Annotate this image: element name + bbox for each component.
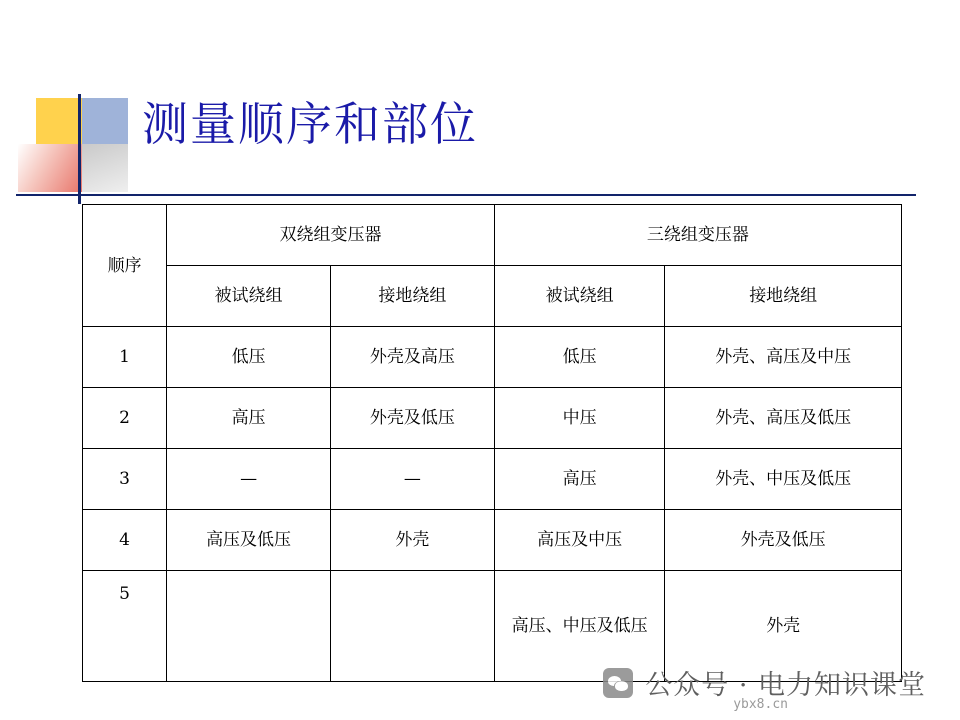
decoration-square-red (18, 144, 82, 192)
cell-sequence: 1 (83, 327, 167, 388)
decoration-square-gray (82, 144, 128, 192)
watermark-text: 公众号 · 电力知识课堂 (645, 670, 926, 701)
column-header-two-tested: 被试绕组 (167, 266, 331, 327)
cell-three-tested: 高压 (494, 449, 665, 510)
cell-three-tested: 中压 (494, 388, 665, 449)
title-decoration (18, 98, 128, 194)
cell-sequence: 4 (83, 510, 167, 571)
column-header-sequence: 顺序 (83, 205, 167, 327)
cell-sequence: 2 (83, 388, 167, 449)
table-row (83, 388, 902, 449)
table-header-row-top (83, 205, 902, 266)
cell-three-tested: 低压 (494, 327, 665, 388)
column-header-three-winding: 三绕组变压器 (494, 205, 901, 266)
page-title: 测量顺序和部位 (142, 97, 478, 151)
cell-three-grounded: 外壳、高压及中压 (665, 327, 902, 388)
cell-sequence: 5 (83, 571, 167, 682)
cell-three-grounded: 外壳及低压 (665, 510, 902, 571)
cell-three-tested: 高压、中压及低压 (494, 571, 665, 682)
table-row (83, 449, 902, 510)
cell-three-grounded: 外壳、中压及低压 (665, 449, 902, 510)
column-header-three-tested: 被试绕组 (494, 266, 665, 327)
column-header-three-grounded: 接地绕组 (665, 266, 902, 327)
cell-two-grounded: 外壳及高压 (330, 327, 494, 388)
wechat-icon (603, 668, 633, 698)
cell-two-tested: 低压 (167, 327, 331, 388)
measurement-sequence-table (82, 204, 902, 682)
cell-three-grounded: 外壳 (665, 571, 902, 682)
footer-watermark-area (0, 634, 960, 720)
cell-two-grounded: — (330, 449, 494, 510)
cell-two-grounded: 外壳及低压 (330, 388, 494, 449)
cell-two-grounded: 外壳 (330, 510, 494, 571)
cell-three-tested: 高压及中压 (494, 510, 665, 571)
cell-two-tested: 高压及低压 (167, 510, 331, 571)
cell-two-tested: — (167, 449, 331, 510)
watermark-url: ybx8.cn (733, 697, 788, 712)
measurement-sequence-table-wrapper (82, 204, 902, 682)
column-header-two-grounded: 接地绕组 (330, 266, 494, 327)
table-header-row-sub (83, 266, 902, 327)
decoration-square-blue (82, 98, 128, 144)
table-row (83, 327, 902, 388)
decoration-horizontal-rule (16, 194, 916, 196)
decoration-square-yellow (36, 98, 82, 144)
column-header-two-winding: 双绕组变压器 (167, 205, 495, 266)
decoration-vertical-rule (78, 94, 81, 204)
table-row (83, 510, 902, 571)
cell-sequence: 3 (83, 449, 167, 510)
cell-two-tested: 高压 (167, 388, 331, 449)
cell-three-grounded: 外壳、高压及低压 (665, 388, 902, 449)
slide-title-area (0, 70, 960, 200)
